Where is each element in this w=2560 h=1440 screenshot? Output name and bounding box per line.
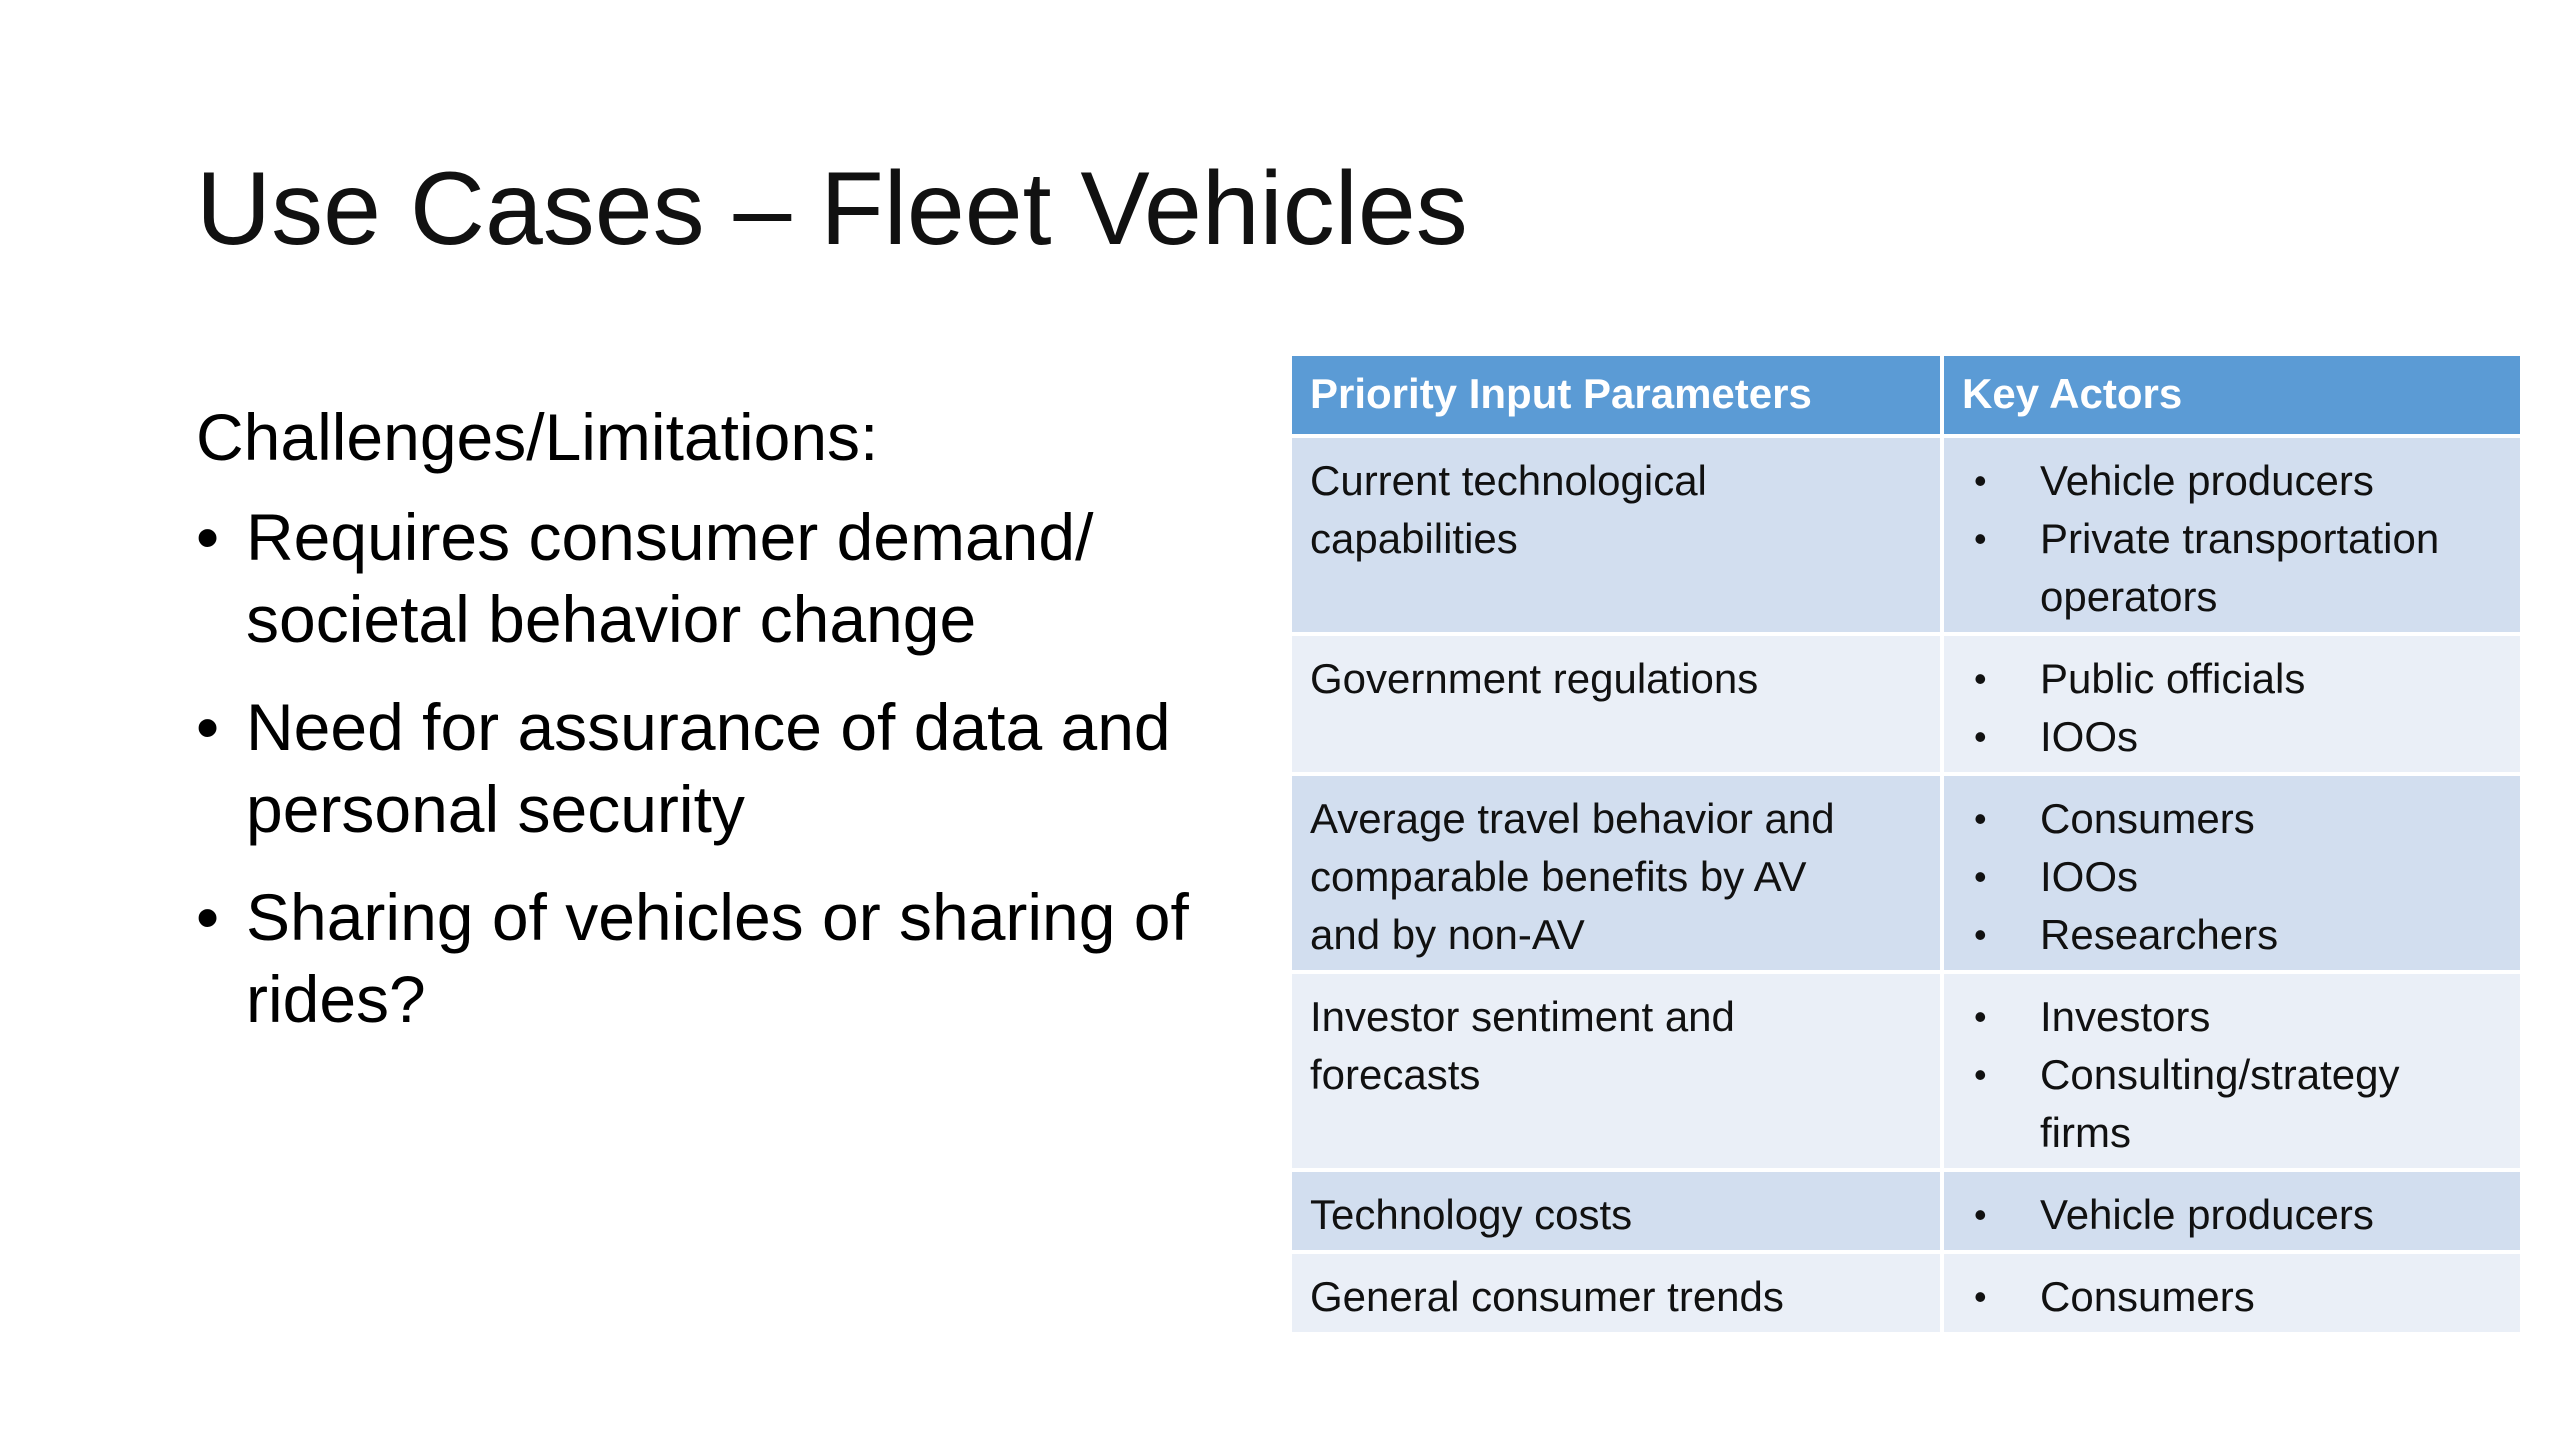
actors-cell — [1942, 972, 2520, 1170]
parameter-line: and by non-AV — [1310, 911, 1585, 958]
table-row — [1292, 1252, 2520, 1334]
actor-line: Public officials — [2040, 655, 2306, 702]
actors-cell — [1942, 1170, 2520, 1252]
actor-item — [1962, 708, 2502, 766]
bullet-icon: • — [1974, 1194, 1987, 1235]
column-header-actors: Key Actors — [1942, 356, 2520, 436]
bullet-icon: • — [1974, 518, 1987, 559]
actors-list — [1962, 452, 2502, 626]
parameter-cell — [1292, 436, 1942, 634]
bullet-icon: • — [1974, 460, 1987, 501]
bullet-icon: • — [196, 880, 220, 954]
actors-cell — [1942, 1252, 2520, 1334]
actor-item — [1962, 1268, 2502, 1326]
actor-line: Consumers — [2040, 1273, 2255, 1320]
parameters-table-container — [1292, 356, 2520, 1336]
actors-list — [1962, 1268, 2502, 1326]
challenge-line: Need for assurance of data and — [246, 690, 1171, 764]
actor-line: Consumers — [2040, 795, 2255, 842]
actor-line: operators — [2040, 573, 2218, 620]
slide-title: Use Cases – Fleet Vehicles — [196, 151, 1468, 267]
bullet-icon: • — [1974, 658, 1987, 699]
actor-item — [1962, 650, 2502, 708]
actor-item — [1962, 790, 2502, 848]
parameter-line: forecasts — [1310, 1051, 1481, 1098]
bullet-icon: • — [1974, 856, 1987, 897]
parameter-cell — [1292, 634, 1942, 774]
actor-item — [1962, 906, 2502, 964]
actor-item — [1962, 1186, 2502, 1244]
table-row — [1292, 972, 2520, 1170]
challenge-line: Requires consumer demand/ — [246, 500, 1094, 574]
parameter-cell — [1292, 972, 1942, 1170]
challenges-section — [196, 392, 1236, 1066]
actor-item — [1962, 848, 2502, 906]
parameter-cell — [1292, 774, 1942, 972]
bullet-icon: • — [1974, 914, 1987, 955]
table-row — [1292, 774, 2520, 972]
actor-line: Vehicle producers — [2040, 1191, 2374, 1238]
actor-item — [1962, 1046, 2502, 1162]
bullet-icon: • — [1974, 1054, 1987, 1095]
challenge-line: rides? — [246, 962, 426, 1036]
parameter-line: Government regulations — [1310, 655, 1759, 702]
challenges-list — [196, 496, 1236, 1040]
bullet-icon: • — [1974, 1276, 1987, 1317]
parameter-cell — [1292, 1170, 1942, 1252]
table-row — [1292, 1170, 2520, 1252]
challenge-line: Sharing of vehicles or sharing of — [246, 880, 1189, 954]
actors-cell — [1942, 634, 2520, 774]
actor-item — [1962, 510, 2502, 626]
bullet-icon: • — [196, 500, 220, 574]
actors-list — [1962, 790, 2502, 964]
parameters-table — [1292, 356, 2520, 1336]
actor-line: IOOs — [2040, 853, 2139, 900]
actor-line: Consulting/strategy firms — [2040, 1051, 2400, 1156]
challenge-item — [196, 686, 1236, 850]
column-header-parameters: Priority Input Parameters — [1292, 356, 1942, 436]
actors-cell — [1942, 436, 2520, 634]
parameter-line: Average travel behavior and — [1310, 795, 1835, 842]
actor-line: Vehicle producers — [2040, 457, 2374, 504]
parameter-cell — [1292, 1252, 1942, 1334]
table-row — [1292, 436, 2520, 634]
parameter-line: Investor sentiment and — [1310, 993, 1735, 1040]
actor-line: Researchers — [2040, 911, 2279, 958]
challenge-item — [196, 496, 1236, 660]
actor-item — [1962, 988, 2502, 1046]
challenge-line: personal security — [246, 772, 745, 846]
actor-line: Private transportation — [2040, 515, 2440, 562]
parameter-line: General consumer trends — [1310, 1273, 1784, 1320]
parameter-line: Technology costs — [1310, 1191, 1633, 1238]
challenges-heading: Challenges/Limitations: — [196, 400, 879, 474]
bullet-icon: • — [1974, 996, 1987, 1037]
parameter-line: comparable benefits by AV — [1310, 853, 1807, 900]
bullet-icon: • — [196, 690, 220, 764]
table-row — [1292, 634, 2520, 774]
parameter-line: capabilities — [1310, 515, 1518, 562]
bullet-icon: • — [1974, 716, 1987, 757]
actors-cell — [1942, 774, 2520, 972]
actors-list — [1962, 988, 2502, 1162]
challenge-item — [196, 876, 1236, 1040]
actor-line: IOOs — [2040, 713, 2139, 760]
table-header-row — [1292, 356, 2520, 436]
parameter-line: Current technological — [1310, 457, 1707, 504]
challenge-line: societal behavior change — [246, 582, 977, 656]
actors-list — [1962, 650, 2502, 766]
actor-line: Investors — [2040, 993, 2211, 1040]
bullet-icon: • — [1974, 798, 1987, 839]
actor-item — [1962, 452, 2502, 510]
actors-list — [1962, 1186, 2502, 1244]
